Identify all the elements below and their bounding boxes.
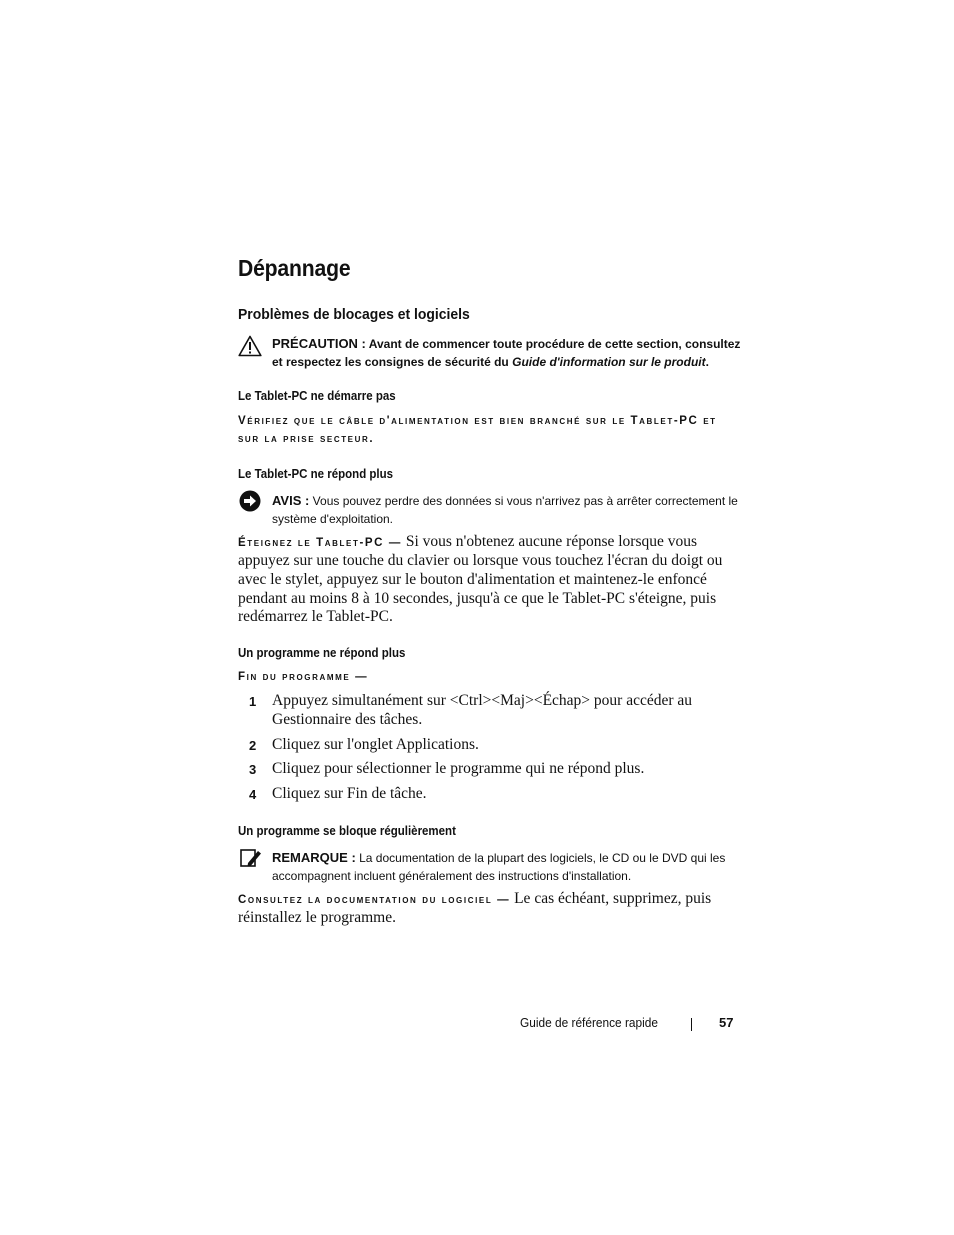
text-power-off: Si vous n'obtenez aucune réponse lorsque vous appuyez sur une touche du clavier ou lorsque vous touchez l'écran du doigt ou avec le stylet, appuyez sur le bouton d'alimentation et maintenez-le enfoncé pendant au moins 8 à 10 secondes, jusqu'à ce que le Tablet-PC s'éteigne, puis redémarrez le Tablet-PC. <box>238 533 723 626</box>
step-number: 3 <box>249 762 257 778</box>
step-text: Cliquez sur <box>272 785 347 803</box>
footer-guide-title: Guide de référence rapide <box>520 1016 658 1030</box>
step-number: 2 <box>249 737 257 753</box>
caution-text: Avant de commencer toute procédure de cette section, consultez et respectez les consignes de sécurité du <box>272 337 741 369</box>
step-number: 4 <box>249 787 257 803</box>
remark-text: La documentation de la plupart des logiciels, le CD ou le DVD qui les accompagnent incluent généralement des instructions d'installation. <box>272 851 726 883</box>
lead-power-off: Éteignez le Tablet-PC — <box>238 537 402 549</box>
notice-label: AVIS : <box>272 493 310 508</box>
notice-note <box>272 492 742 528</box>
footer-separator <box>691 1018 692 1031</box>
step-text: Appuyez simultanément sur <Ctrl><Maj><Échap> pour accéder au Gestionnaire des tâches. <box>272 692 693 728</box>
lead-end-program: Fin du programme — <box>238 671 369 683</box>
text-consult-docs: Le cas échéant, supprimez, puis réinstallez le programme. <box>238 890 712 926</box>
step-ui-term: Applications <box>395 735 475 753</box>
steps-list <box>238 692 728 810</box>
step-ui-term: Fin de tâche <box>346 785 423 803</box>
heading-tablet-no-start: Le Tablet-PC ne démarre pas <box>238 389 396 403</box>
note-pencil-icon <box>240 848 262 868</box>
step-number: 1 <box>249 694 257 709</box>
heading-program-no-response: Un programme ne répond plus <box>238 646 406 660</box>
step-text: Cliquez pour sélectionner le programme qui ne répond plus. <box>272 760 645 778</box>
caution-label: PRÉCAUTION : <box>272 336 366 351</box>
paragraph-power-off <box>238 533 728 627</box>
notice-arrow-icon <box>239 490 261 512</box>
remark-label: REMARQUE : <box>272 850 356 865</box>
instruction-check-cable: Vérifiez que le câble d'alimentation est bien branché sur le Tablet-PC et sur la prise secteur. <box>238 415 717 445</box>
paragraph-consult-docs <box>238 890 728 928</box>
caution-note <box>272 335 742 371</box>
heading-program-freezes: Un programme se bloque régulièrement <box>238 824 456 838</box>
caution-guide-title: Guide d'information sur le produit <box>512 354 706 369</box>
remark-note <box>272 849 742 885</box>
step-end: . <box>474 735 479 753</box>
step-item <box>238 736 728 755</box>
warning-triangle-icon <box>238 335 262 357</box>
step-end: . <box>422 785 427 803</box>
page-title: Dépannage <box>238 255 351 281</box>
section-title: Problèmes de blocages et logiciels <box>238 306 470 323</box>
step-item <box>238 760 728 779</box>
caution-end: . <box>705 354 709 369</box>
step-item <box>238 692 728 730</box>
step-text: Cliquez sur l'onglet <box>272 735 396 753</box>
heading-tablet-no-response: Le Tablet-PC ne répond plus <box>238 467 394 481</box>
notice-text: Vous pouvez perdre des données si vous n'arrivez pas à arrêter correctement le système d'exploitation. <box>272 494 738 526</box>
lead-consult-docs: Consultez la documentation du logiciel — <box>238 894 511 906</box>
page-number: 57 <box>719 1015 734 1030</box>
step-item <box>238 785 728 804</box>
